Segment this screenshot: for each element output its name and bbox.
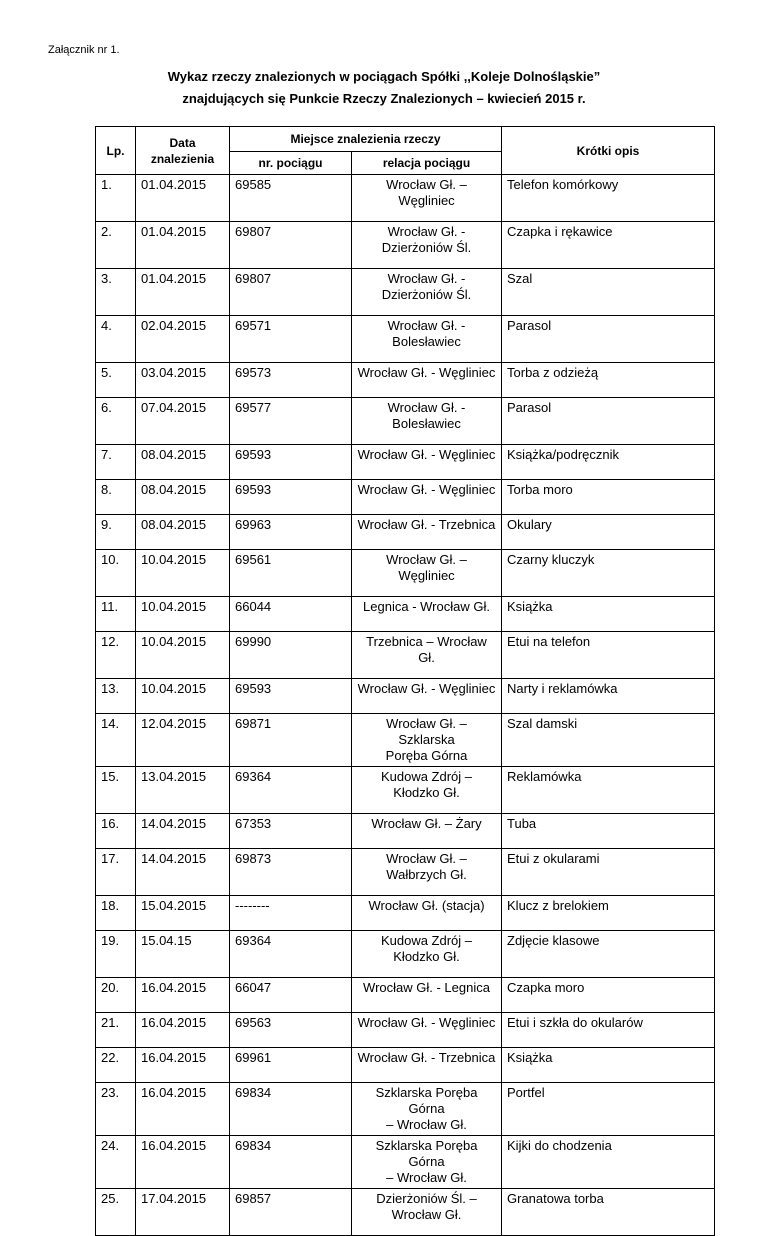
cell-route: Wrocław Gł. - Węgliniec — [352, 480, 502, 515]
cell-description: Zdjęcie klasowe — [502, 931, 715, 978]
cell-train-number: 69807 — [230, 222, 352, 269]
cell-date: 02.04.2015 — [136, 316, 230, 363]
cell-description: Klucz z brelokiem — [502, 896, 715, 931]
cell-date: 16.04.2015 — [136, 1048, 230, 1083]
header-date: Data znalezienia — [136, 127, 230, 175]
cell-lp: 24. — [96, 1136, 136, 1189]
cell-description: Czapka moro — [502, 978, 715, 1013]
cell-date: 01.04.2015 — [136, 222, 230, 269]
cell-date: 12.04.2015 — [136, 714, 230, 767]
cell-train-number: 69857 — [230, 1189, 352, 1236]
cell-route: Wrocław Gł. – Żary — [352, 814, 502, 849]
cell-train-number: 69961 — [230, 1048, 352, 1083]
cell-lp: 16. — [96, 814, 136, 849]
cell-description: Etui na telefon — [502, 632, 715, 679]
cell-date: 10.04.2015 — [136, 679, 230, 714]
cell-description: Portfel — [502, 1083, 715, 1136]
cell-lp: 9. — [96, 515, 136, 550]
cell-date: 16.04.2015 — [136, 1136, 230, 1189]
table-row — [96, 849, 715, 896]
table-row — [96, 316, 715, 363]
cell-train-number: 66047 — [230, 978, 352, 1013]
cell-description: Książka — [502, 1048, 715, 1083]
cell-train-number: 67353 — [230, 814, 352, 849]
cell-description: Szal damski — [502, 714, 715, 767]
cell-train-number: 69873 — [230, 849, 352, 896]
cell-train-number: 69963 — [230, 515, 352, 550]
cell-train-number: 69834 — [230, 1136, 352, 1189]
cell-description: Etui i szkła do okularów — [502, 1013, 715, 1048]
cell-route: Wrocław Gł. - Bolesławiec — [352, 316, 502, 363]
table-row — [96, 1048, 715, 1083]
cell-route: Dzierżoniów Śl. – Wrocław Gł. — [352, 1189, 502, 1236]
cell-description: Narty i reklamówka — [502, 679, 715, 714]
cell-lp: 18. — [96, 896, 136, 931]
cell-train-number: 69585 — [230, 175, 352, 222]
cell-description: Okulary — [502, 515, 715, 550]
cell-date: 16.04.2015 — [136, 1083, 230, 1136]
cell-lp: 12. — [96, 632, 136, 679]
cell-date: 10.04.2015 — [136, 632, 230, 679]
cell-description: Parasol — [502, 398, 715, 445]
cell-lp: 21. — [96, 1013, 136, 1048]
cell-train-number: 69364 — [230, 767, 352, 814]
cell-description: Granatowa torba — [502, 1189, 715, 1236]
cell-lp: 3. — [96, 269, 136, 316]
table-row — [96, 1136, 715, 1189]
table-row — [96, 269, 715, 316]
cell-date: 10.04.2015 — [136, 550, 230, 597]
cell-date: 15.04.2015 — [136, 896, 230, 931]
cell-route: Wrocław Gł. (stacja) — [352, 896, 502, 931]
cell-description: Parasol — [502, 316, 715, 363]
cell-lp: 23. — [96, 1083, 136, 1136]
cell-date: 15.04.15 — [136, 931, 230, 978]
cell-lp: 4. — [96, 316, 136, 363]
cell-lp: 13. — [96, 679, 136, 714]
cell-route: Wrocław Gł. - Węgliniec — [352, 679, 502, 714]
cell-lp: 10. — [96, 550, 136, 597]
cell-route: Wrocław Gł. - Węgliniec — [352, 1013, 502, 1048]
cell-date: 13.04.2015 — [136, 767, 230, 814]
cell-route: Wrocław Gł. - Dzierżoniów Śl. — [352, 222, 502, 269]
cell-train-number: 69807 — [230, 269, 352, 316]
cell-route: Wrocław Gł. – Szklarska Poręba Górna — [352, 714, 502, 767]
cell-lp: 20. — [96, 978, 136, 1013]
table-row — [96, 814, 715, 849]
cell-date: 01.04.2015 — [136, 175, 230, 222]
cell-date: 08.04.2015 — [136, 480, 230, 515]
document-subtitle: znajdujących się Punkcie Rzeczy Znalezionych – kwiecień 2015 r. — [182, 91, 586, 106]
cell-date: 17.04.2015 — [136, 1189, 230, 1236]
cell-train-number: 66044 — [230, 597, 352, 632]
cell-date: 08.04.2015 — [136, 445, 230, 480]
header-lp: Lp. — [96, 127, 136, 175]
cell-description: Reklamówka — [502, 767, 715, 814]
table-row — [96, 445, 715, 480]
cell-train-number: 69364 — [230, 931, 352, 978]
cell-route: Wrocław Gł. - Dzierżoniów Śl. — [352, 269, 502, 316]
cell-route: Wrocław Gł. - Trzebnica — [352, 515, 502, 550]
document-title: Wykaz rzeczy znalezionych w pociągach Spółki ,,Koleje Dolnośląskie” — [167, 69, 601, 84]
table-row — [96, 632, 715, 679]
table-row — [96, 597, 715, 632]
cell-route: Wrocław Gł. – Węgliniec — [352, 550, 502, 597]
cell-date: 16.04.2015 — [136, 978, 230, 1013]
cell-description: Telefon komórkowy — [502, 175, 715, 222]
cell-date: 07.04.2015 — [136, 398, 230, 445]
cell-route: Trzebnica – Wrocław Gł. — [352, 632, 502, 679]
cell-train-number: 69561 — [230, 550, 352, 597]
cell-train-number: 69990 — [230, 632, 352, 679]
cell-route: Kudowa Zdrój – Kłodzko Gł. — [352, 767, 502, 814]
cell-date: 16.04.2015 — [136, 1013, 230, 1048]
cell-route: Wrocław Gł. - Węgliniec — [352, 445, 502, 480]
cell-route: Szklarska Poręba Górna – Wrocław Gł. — [352, 1136, 502, 1189]
cell-lp: 11. — [96, 597, 136, 632]
table-row — [96, 1083, 715, 1136]
cell-route: Kudowa Zdrój – Kłodzko Gł. — [352, 931, 502, 978]
cell-date: 10.04.2015 — [136, 597, 230, 632]
attachment-label: Załącznik nr 1. — [48, 44, 120, 56]
lost-items-table — [95, 126, 715, 1236]
table-row — [96, 398, 715, 445]
cell-route: Wrocław Gł. - Trzebnica — [352, 1048, 502, 1083]
cell-train-number: 69563 — [230, 1013, 352, 1048]
cell-lp: 2. — [96, 222, 136, 269]
cell-description: Czapka i rękawice — [502, 222, 715, 269]
cell-lp: 7. — [96, 445, 136, 480]
table-row — [96, 1189, 715, 1236]
cell-train-number: 69871 — [230, 714, 352, 767]
table-row — [96, 767, 715, 814]
table-row — [96, 978, 715, 1013]
cell-route: Wrocław Gł. - Węgliniec — [352, 363, 502, 398]
cell-train-number: 69577 — [230, 398, 352, 445]
cell-date: 03.04.2015 — [136, 363, 230, 398]
cell-route: Legnica - Wrocław Gł. — [352, 597, 502, 632]
header-train-number: nr. pociągu — [230, 152, 352, 175]
cell-description: Książka — [502, 597, 715, 632]
cell-train-number: -------- — [230, 896, 352, 931]
cell-description: Torba moro — [502, 480, 715, 515]
cell-route: Wrocław Gł. – Węgliniec — [352, 175, 502, 222]
cell-lp: 25. — [96, 1189, 136, 1236]
cell-train-number: 69573 — [230, 363, 352, 398]
cell-lp: 8. — [96, 480, 136, 515]
cell-lp: 1. — [96, 175, 136, 222]
header-place: Miejsce znalezienia rzeczy — [230, 127, 502, 152]
cell-date: 08.04.2015 — [136, 515, 230, 550]
cell-lp: 17. — [96, 849, 136, 896]
header-description: Krótki opis — [502, 127, 715, 175]
cell-lp: 5. — [96, 363, 136, 398]
cell-route: Wrocław Gł. - Bolesławiec — [352, 398, 502, 445]
cell-lp: 6. — [96, 398, 136, 445]
table-row — [96, 222, 715, 269]
table-row — [96, 931, 715, 978]
table-row — [96, 714, 715, 767]
cell-route: Wrocław Gł. - Legnica — [352, 978, 502, 1013]
cell-description: Książka/podręcznik — [502, 445, 715, 480]
cell-lp: 14. — [96, 714, 136, 767]
cell-lp: 19. — [96, 931, 136, 978]
table-row — [96, 679, 715, 714]
cell-description: Czarny kluczyk — [502, 550, 715, 597]
cell-description: Torba z odzieżą — [502, 363, 715, 398]
cell-train-number: 69571 — [230, 316, 352, 363]
table-row — [96, 896, 715, 931]
cell-description: Tuba — [502, 814, 715, 849]
table-row — [96, 480, 715, 515]
cell-description: Etui z okularami — [502, 849, 715, 896]
cell-description: Kijki do chodzenia — [502, 1136, 715, 1189]
cell-lp: 15. — [96, 767, 136, 814]
cell-date: 14.04.2015 — [136, 849, 230, 896]
cell-route: Szklarska Poręba Górna – Wrocław Gł. — [352, 1083, 502, 1136]
table-row — [96, 550, 715, 597]
cell-train-number: 69834 — [230, 1083, 352, 1136]
table-row — [96, 1013, 715, 1048]
cell-train-number: 69593 — [230, 679, 352, 714]
cell-train-number: 69593 — [230, 480, 352, 515]
cell-lp: 22. — [96, 1048, 136, 1083]
cell-description: Szal — [502, 269, 715, 316]
table-row — [96, 175, 715, 222]
table-row — [96, 363, 715, 398]
cell-date: 01.04.2015 — [136, 269, 230, 316]
header-route: relacja pociągu — [352, 152, 502, 175]
table-row — [96, 515, 715, 550]
cell-train-number: 69593 — [230, 445, 352, 480]
cell-date: 14.04.2015 — [136, 814, 230, 849]
cell-route: Wrocław Gł. – Wałbrzych Gł. — [352, 849, 502, 896]
